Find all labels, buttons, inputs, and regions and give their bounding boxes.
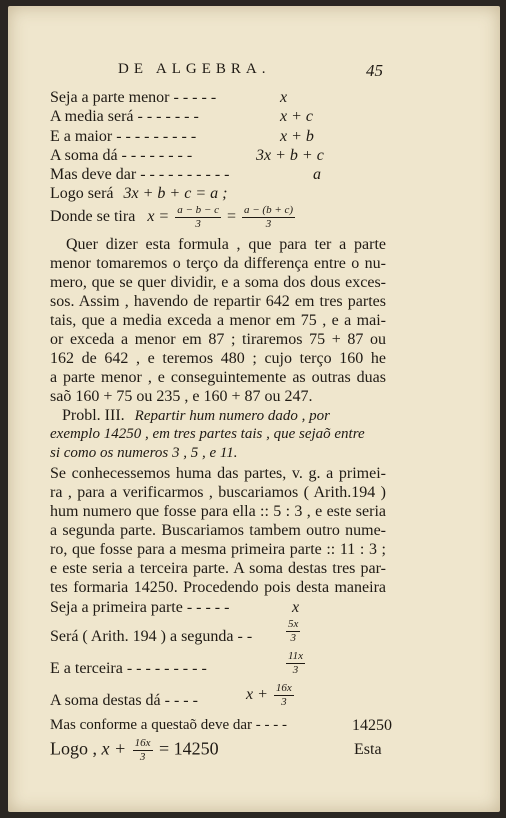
step-fraction-4-prefix: x + [246,686,268,704]
paragraph2-line-3: hum numero que fosse para ella :: 5 : 3 , e este seria [50,503,386,520]
problem-statement-1: Repartir hum numero dado , por [134,408,330,424]
logo-prefix: x + [101,738,127,759]
paragraph1-line-8: a parte menor , e conseguintemente as outras duas [50,369,386,386]
donde-line [50,205,297,230]
step-fraction-4-denominator: 3 [281,696,287,708]
equation-expr-3: x + b [280,128,314,145]
book-page [8,6,500,812]
step-fraction-2 [284,619,302,644]
logo-label: Logo , [50,738,97,759]
equation-line-3 [50,129,196,145]
problem-statement-3: si como os numeros 3 , 5 , e 11. [50,445,238,461]
fraction-2-numerator: a − (b + c) [243,204,294,216]
problem-heading [62,408,330,424]
page-number: 45 [366,61,383,80]
paragraph1-line-5: tais, que a media exceda a menor em 75 , e a mai- [50,312,386,329]
problem-statement-2: exemplo 14250 , em tres partes tais , que sejaõ entre [50,426,365,442]
paragraph1-line-2: menor tomaremos o terço da differença entre o nu- [50,255,386,272]
equation-label: Seja a parte menor - - - - - [50,89,217,106]
step-line-5: Mas conforme a questaõ deve dar - - - - [50,717,287,733]
logo-line [50,738,219,763]
step-line-3: E a terceira - - - - - - - - - [50,660,207,677]
problem-label: Probl. III. [62,407,125,424]
step-fraction-2-numerator: 5x [288,618,299,630]
fraction-1-numerator: a − b − c [177,204,219,216]
step-line-4: A soma destas dá - - - - [50,692,198,709]
equation-line-5 [50,167,229,183]
equation-line-4 [50,148,192,164]
donde-equals: = [226,208,236,226]
paragraph1-line-9: saõ 160 + 75 ou 235 , e 160 + 87 ou 247. [50,388,313,405]
donde-label: Donde se tira [50,208,136,226]
fraction-2 [242,205,295,230]
equation-expr-2: x + c [280,108,313,125]
paragraph1-line-6: or exceda a menor em 87 ; tiraremos 75 + 87 ou [50,331,386,348]
step-line-2: Será ( Arith. 194 ) a segunda - - [50,628,253,645]
catchword: Esta [354,741,382,758]
paragraph2-line-5: ro, que fosse para a mesma primeira parte :: 11 : 3 ; [50,541,386,558]
equation-label: E a maior - - - - - - - - - [50,128,197,145]
equation-label: Mas deve dar - - - - - - - - - - [50,166,230,183]
equation-label: Logo será [50,185,114,202]
fraction-1-denominator: 3 [195,218,201,230]
logo-fraction-numerator: 16x [134,737,151,749]
paragraph2-line-1: Se conhecessemos huma das partes, v. g. a primei- [50,465,386,482]
step-expr-5: 14250 [352,717,392,734]
equation-expr-1: x [280,89,288,106]
step-fraction-3-denominator: 3 [292,664,299,676]
paragraph1-line-7: 162 de 642 , e teremos 480 ; cujo terço 160 he [50,350,386,367]
running-title: DE ALGEBRA. [118,61,271,77]
logo-fraction-denominator: 3 [139,751,146,763]
paragraph2-line-2: ra , para a verificarmos , buscariamos ( Arith.194 ) [50,484,386,501]
equation-line-6 [50,186,227,202]
equation-expr-4: 3x + b + c [256,147,324,164]
step-fraction-3 [284,651,307,676]
paragraph2-line-7: tes formaria 14250. Procedendo pois desta maneira [50,579,386,596]
paragraph2-line-6: e este seria a terceira parte. A soma destas tres par- [50,560,386,577]
step-expr-1: x [292,599,300,616]
step-fraction-3-numerator: 11x [288,650,304,662]
equation-label: A soma dá - - - - - - - - [50,147,193,164]
equation-label: A media será - - - - - - - [50,108,199,125]
paragraph1-line-4: sos. Assim , havendo de repartir 642 em tres partes [50,293,386,310]
fraction-2-denominator: 3 [265,218,272,230]
equation-line-2 [50,109,199,125]
equation-expr-5: a [313,166,321,183]
donde-lhs: x = [147,208,170,226]
paragraph1-line-1: Quer dizer esta formula , que para ter a parte [66,236,386,253]
equation-line-1 [50,90,216,106]
step-fraction-2-denominator: 3 [290,632,296,644]
fraction-1 [175,205,221,230]
logo-result: = 14250 [159,738,219,759]
paragraph2-line-4: a segunda parte. Buscariamos tambem outro nume- [50,522,386,539]
step-line-1: Seja a primeira parte - - - - - [50,599,230,616]
paragraph1-line-3: mero, que se quer dividir, e a soma dos dous exces- [50,274,386,291]
step-fraction-4-numerator: 16x [275,682,292,694]
equation-expr: 3x + b + c = a ; [123,185,228,202]
step-fraction-4 [246,683,296,708]
